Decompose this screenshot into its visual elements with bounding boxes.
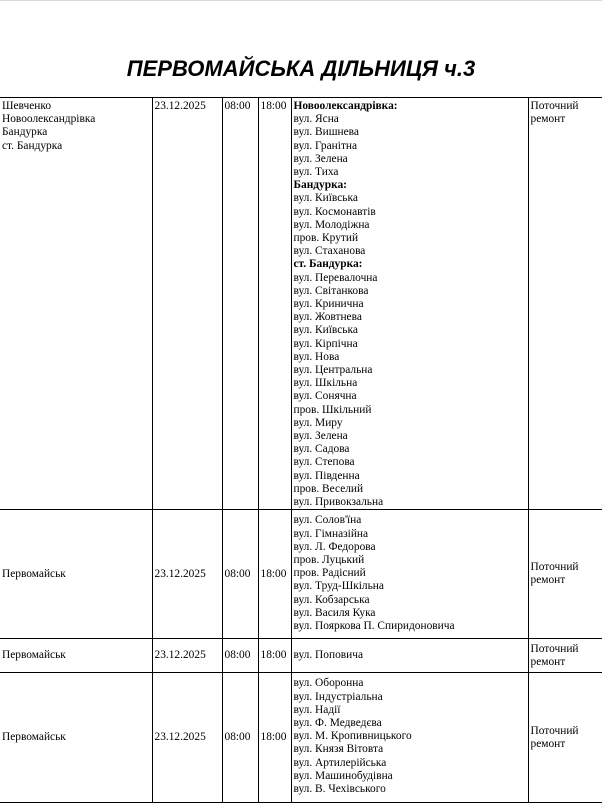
top-divider xyxy=(0,0,602,1)
work-type-cell: Поточний ремонт xyxy=(528,673,602,803)
settlement-name: Первомайськ xyxy=(2,567,66,580)
streets-cell xyxy=(291,673,528,803)
street-name: вул. Надії xyxy=(293,703,341,716)
locality-heading: Бандурка: xyxy=(293,179,347,192)
street-name: вул. Стаханова xyxy=(293,245,366,258)
street-name: вул. Вишнева xyxy=(293,126,359,139)
street-name: пров. Шкільний xyxy=(293,403,372,416)
date-cell: 23.12.2025 xyxy=(152,98,222,510)
street-name: вул. Л. Федорова xyxy=(293,540,376,553)
street-name: вул. Нова xyxy=(293,350,340,363)
settlement-name: Шевченко xyxy=(2,100,52,112)
street-name: пров. Крутий xyxy=(293,232,359,245)
settlement-name: ст. Бандурка xyxy=(2,139,63,152)
street-name: вул. Шкільна xyxy=(293,377,358,390)
streets-cell xyxy=(291,98,528,510)
locality-heading: ст. Бандурка: xyxy=(293,258,363,271)
end-time-cell: 18:00 xyxy=(258,673,291,803)
street-name: вул. Василя Кука xyxy=(293,606,376,619)
end-time-cell: 18:00 xyxy=(258,98,291,510)
start-time-cell: 08:00 xyxy=(222,510,258,639)
work-type-cell: Поточний ремонт xyxy=(528,98,602,510)
date-cell: 23.12.2025 xyxy=(152,639,222,673)
street-name: пров. Луцький xyxy=(293,553,365,566)
table-row xyxy=(0,639,602,673)
settlement-name: Первомайськ xyxy=(2,731,66,744)
table-row xyxy=(0,510,602,639)
street-name: вул. Машинобудівна xyxy=(293,769,393,782)
street-name: вул. Оборонна xyxy=(293,677,364,690)
table-body xyxy=(0,98,602,803)
table-row xyxy=(0,98,602,510)
street-name: вул. М. Кропивницького xyxy=(293,730,412,743)
street-name: вул. Миру xyxy=(293,416,343,429)
settlement-name: Первомайськ xyxy=(2,649,66,662)
street-name: вул. Кірпічна xyxy=(293,337,358,350)
street-name: вул. Артилерійська xyxy=(293,756,387,769)
street-name: вул. Київська xyxy=(293,192,358,205)
street-name: вул. Князя Вітовта xyxy=(293,743,384,756)
settlement-cell xyxy=(0,639,152,673)
street-name: вул. Кобзарська xyxy=(293,593,370,606)
settlement-cell xyxy=(0,98,152,510)
street-name: вул. Космонавтів xyxy=(293,205,376,218)
street-name: вул. Зелена xyxy=(293,152,348,165)
date-cell: 23.12.2025 xyxy=(152,673,222,803)
street-name: вул. Молодіжна xyxy=(293,218,370,231)
street-name: вул. Солов'їна xyxy=(293,514,362,527)
page-title: ПЕРВОМАЙСЬКА ДІЛЬНИЦЯ ч.3 xyxy=(126,56,476,81)
street-name: вул. Київська xyxy=(293,324,358,337)
street-name: вул. Жовтнева xyxy=(293,311,362,324)
street-name: вул. Кринична xyxy=(293,298,364,311)
outage-schedule-table xyxy=(0,97,602,803)
street-name: вул. Ф. Медведєва xyxy=(293,716,382,729)
street-name: вул. Південна xyxy=(293,469,360,482)
street-name: вул. В. Чехівського xyxy=(293,782,386,795)
street-name: вул. Привокзальна xyxy=(293,496,384,509)
start-time-cell: 08:00 xyxy=(222,673,258,803)
street-name: вул. Гранітна xyxy=(293,139,358,152)
settlement-name: Бандурка xyxy=(2,126,48,139)
street-name: вул. Сонячна xyxy=(293,390,357,403)
settlement-cell xyxy=(0,510,152,639)
street-name: вул. Поповича xyxy=(293,649,364,662)
settlement-cell xyxy=(0,673,152,803)
street-name: вул. Тиха xyxy=(293,166,339,179)
street-name: вул. Гімназійна xyxy=(293,527,369,540)
street-name: пров. Радісний xyxy=(293,567,366,580)
street-name: пров. Веселий xyxy=(293,482,364,495)
street-name: вул. Труд-Шкільна xyxy=(293,580,384,593)
date-cell: 23.12.2025 xyxy=(152,510,222,639)
street-name: вул. Центральна xyxy=(293,364,373,377)
work-type-cell: Поточний ремонт xyxy=(528,510,602,639)
start-time-cell: 08:00 xyxy=(222,639,258,673)
settlement-name: Новоолександрівка xyxy=(2,113,96,126)
end-time-cell: 18:00 xyxy=(258,510,291,639)
end-time-cell: 18:00 xyxy=(258,639,291,673)
locality-heading: Новоолександрівка: xyxy=(293,100,398,112)
street-name: вул. Світанкова xyxy=(293,284,369,297)
street-name: вул. Ясна xyxy=(293,113,339,126)
street-name: вул. Перевалочна xyxy=(293,271,378,284)
street-name: вул. Садова xyxy=(293,443,350,456)
start-time-cell: 08:00 xyxy=(222,98,258,510)
street-name: вул. Зелена xyxy=(293,430,348,443)
street-name: вул. Індустріальна xyxy=(293,690,383,703)
street-name: вул. Степова xyxy=(293,456,355,469)
table-row xyxy=(0,673,602,803)
street-name: вул. Пояркова П. Спиридоновича xyxy=(293,619,455,632)
streets-cell xyxy=(291,510,528,639)
streets-cell xyxy=(291,639,528,673)
work-type-cell: Поточний ремонт xyxy=(528,639,602,673)
